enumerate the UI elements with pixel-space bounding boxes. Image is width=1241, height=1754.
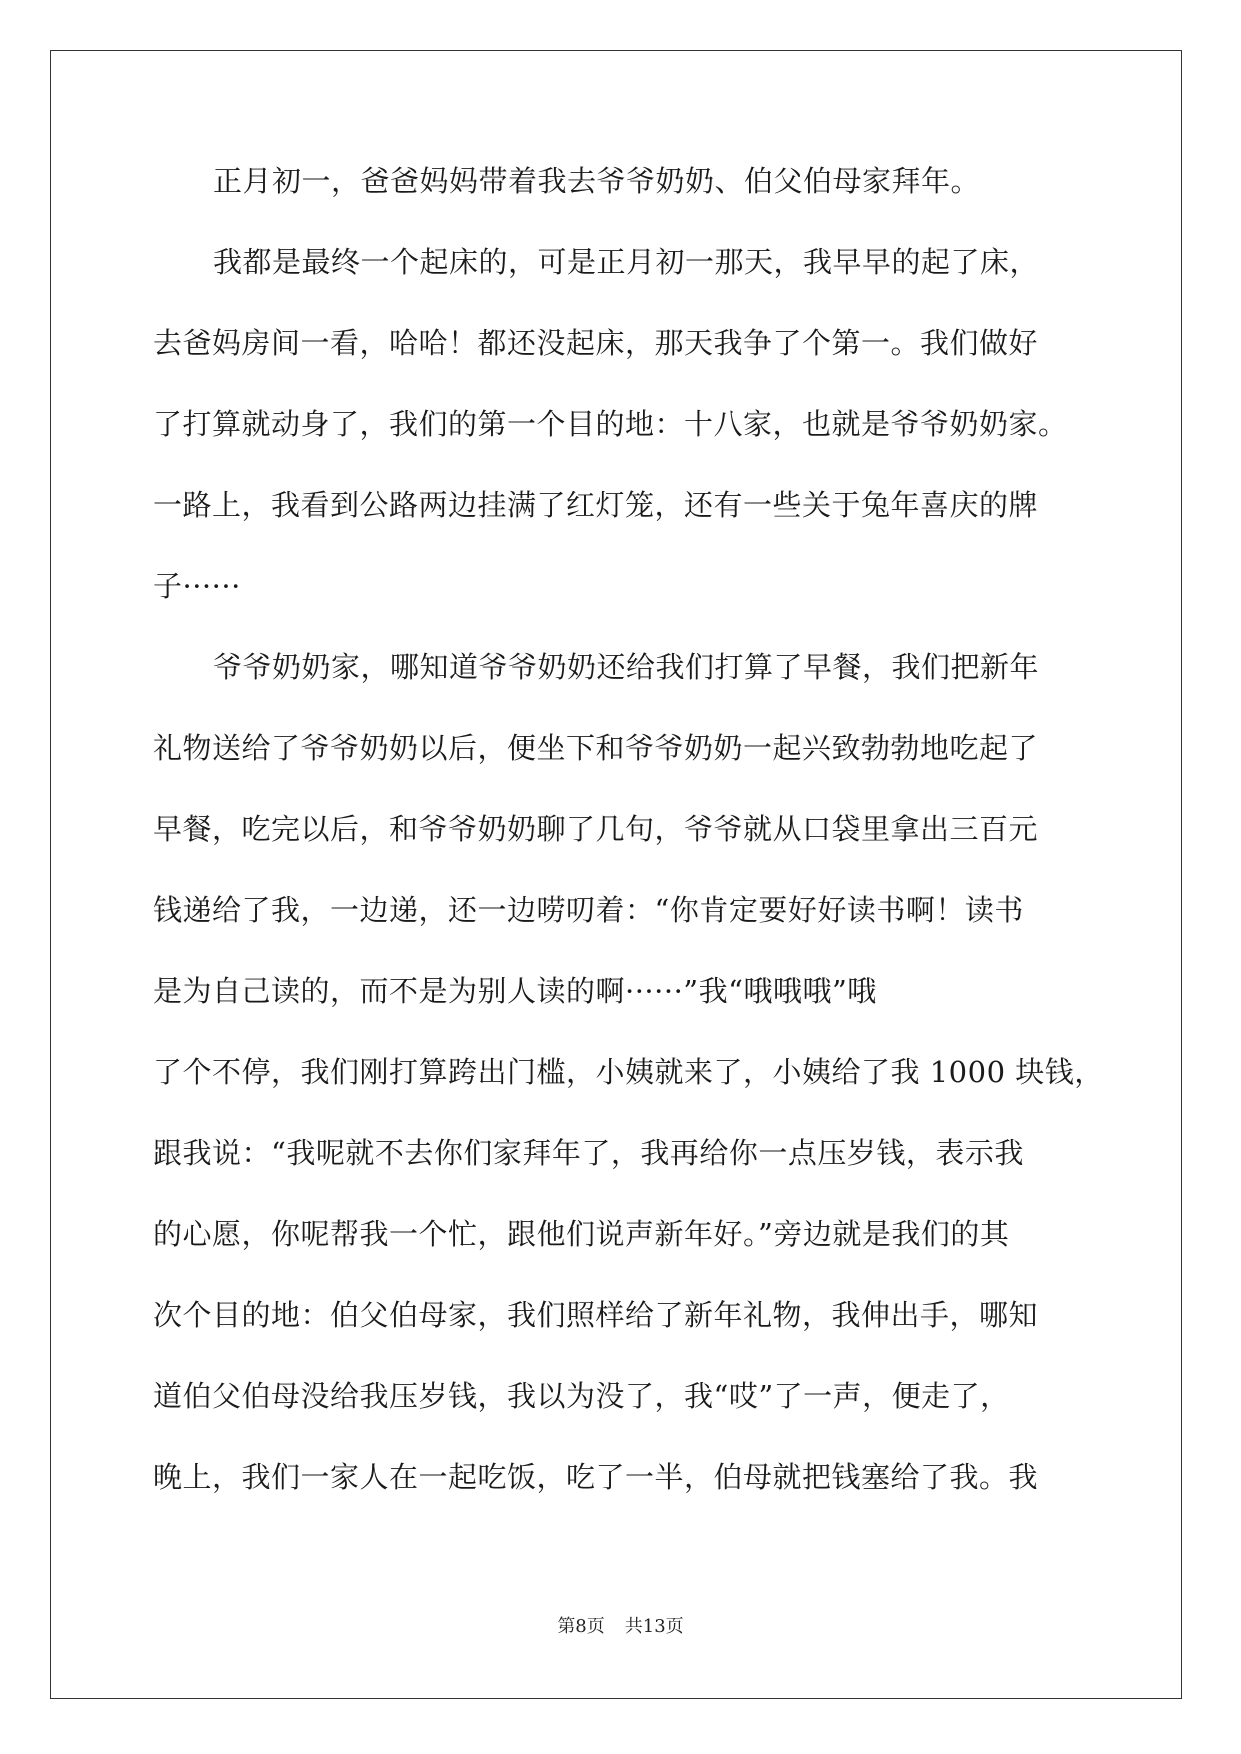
text-line: 正月初一，爸爸妈妈带着我去爷爷奶奶、伯父伯母家拜年。 (213, 164, 981, 198)
text-line: 爷爷奶奶家，哪知道爷爷奶奶还给我们打算了早餐，我们把新年 (213, 650, 1040, 684)
page-total: 共13页 (624, 1616, 684, 1637)
document-body (153, 166, 1103, 1543)
text-line: 一路上，我看到公路两边挂满了红灯笼，还有一些关于兔年喜庆的牌 (153, 488, 1039, 522)
text-line: 子······ (153, 569, 241, 603)
text-line: 晚上，我们一家人在一起吃饭，吃了一半，伯母就把钱塞给了我。我 (153, 1460, 1039, 1494)
text-line: 我都是最终一个起床的，可是正月初一那天，我早早的起了床， (213, 245, 1040, 279)
text-line: 了个不停，我们刚打算跨出门槛，小姨就来了，小姨给了我 1000 块钱， (153, 1055, 1104, 1089)
text-line: 的心愿，你呢帮我一个忙，跟他们说声新年好。”旁边就是我们的其 (153, 1217, 1010, 1251)
page-number: 第8页 (557, 1616, 605, 1637)
text-line: 跟我说：“我呢就不去你们家拜年了，我再给你一点压岁钱，表示我 (153, 1136, 1024, 1170)
text-line: 钱递给了我，一边递，还一边唠叨着：“你肯定要好好读书啊！读书 (153, 893, 1024, 927)
text-line: 道伯父伯母没给我压岁钱，我以为没了，我“哎”了一声，便走了， (153, 1379, 1010, 1413)
text-line: 次个目的地：伯父伯母家，我们照样给了新年礼物，我伸出手，哪知 (153, 1298, 1039, 1332)
page-footer (0, 1612, 1241, 1638)
text-line: 了打算就动身了，我们的第一个目的地：十八家，也就是爷爷奶奶家。 (153, 407, 1068, 441)
text-line: 礼物送给了爷爷奶奶以后，便坐下和爷爷奶奶一起兴致勃勃地吃起了 (153, 731, 1039, 765)
text-line: 早餐，吃完以后，和爷爷奶奶聊了几句，爷爷就从口袋里拿出三百元 (153, 812, 1039, 846)
text-line: 去爸妈房间一看，哈哈！都还没起床，那天我争了个第一。我们做好 (153, 326, 1039, 360)
text-line: 是为自己读的，而不是为别人读的啊······”我“哦哦哦”哦 (153, 974, 877, 1008)
